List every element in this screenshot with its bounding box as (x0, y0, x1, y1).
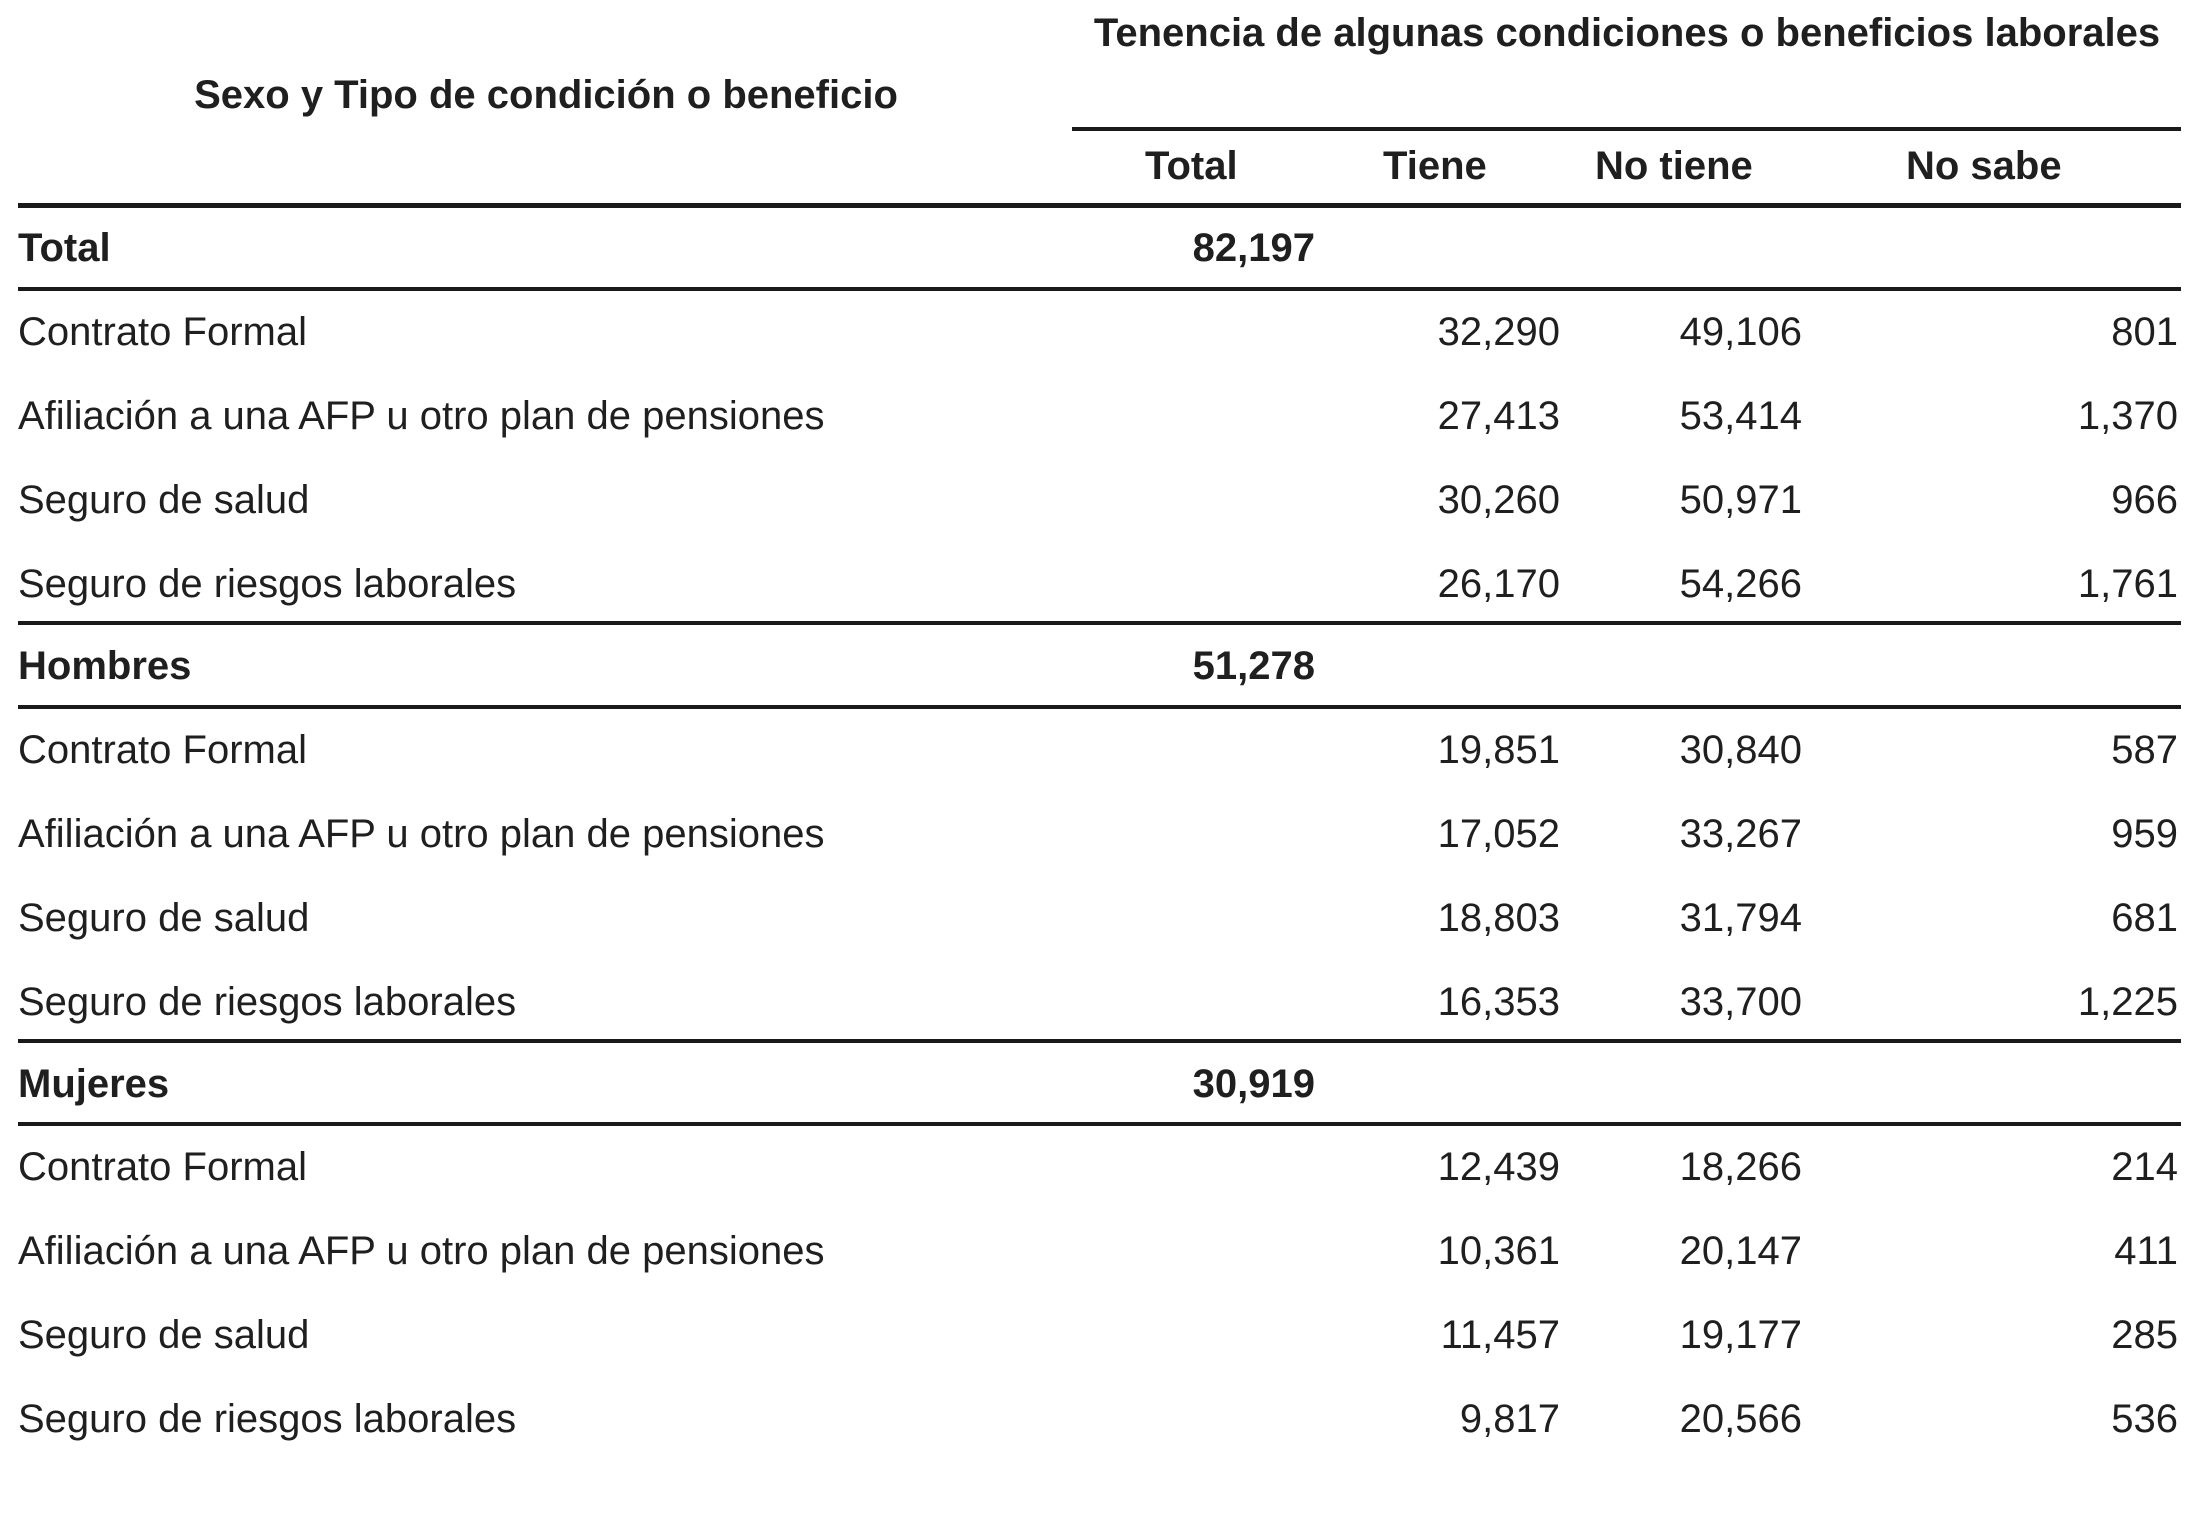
table-row (0, 792, 2188, 876)
no-tiene-value: 53,414 (1679, 394, 1802, 438)
column-header-no-tiene: No tiene (1595, 144, 1753, 188)
condition-label: Seguro de riesgos laborales (18, 1397, 517, 1441)
no-sabe-value: 959 (2111, 812, 2178, 856)
no-tiene-value: 30,840 (1679, 728, 1802, 772)
no-tiene-value: 49,106 (1679, 310, 1802, 354)
no-sabe-value: 801 (2111, 310, 2178, 354)
no-tiene-value: 18,266 (1679, 1145, 1802, 1189)
tiene-value: 18,803 (1437, 896, 1560, 940)
tiene-value: 30,260 (1437, 478, 1560, 522)
group-total-value: 30,919 (1192, 1062, 1315, 1106)
table-row (0, 876, 2188, 960)
no-tiene-value: 33,267 (1679, 812, 1802, 856)
condition-label: Afiliación a una AFP u otro plan de pensiones (18, 812, 825, 856)
group-row-hombres (0, 624, 2188, 708)
tiene-value: 11,457 (1440, 1313, 1560, 1357)
tiene-value: 17,052 (1437, 812, 1560, 856)
no-sabe-value: 966 (2111, 478, 2178, 522)
table-row (0, 1209, 2188, 1293)
group-row-total (0, 206, 2188, 290)
tiene-value: 19,851 (1437, 728, 1560, 772)
condition-label: Afiliación a una AFP u otro plan de pensiones (18, 1229, 825, 1273)
group-label: Mujeres (18, 1062, 170, 1106)
tiene-value: 9,817 (1459, 1397, 1560, 1441)
no-sabe-value: 681 (2111, 896, 2178, 940)
no-sabe-value: 411 (2114, 1229, 2178, 1273)
no-sabe-value: 536 (2111, 1397, 2178, 1441)
condition-label: Seguro de riesgos laborales (18, 562, 517, 606)
table-row (0, 542, 2188, 626)
no-tiene-value: 50,971 (1679, 478, 1802, 522)
tiene-value: 26,170 (1437, 562, 1560, 606)
column-header-tiene: Tiene (1383, 144, 1487, 188)
no-tiene-value: 54,266 (1679, 562, 1802, 606)
group-label: Total (18, 226, 111, 270)
group-label: Hombres (18, 644, 192, 688)
tiene-value: 10,361 (1437, 1229, 1560, 1273)
column-header-total: Total (1145, 144, 1238, 188)
table-row (0, 960, 2188, 1044)
no-tiene-value: 33,700 (1679, 980, 1802, 1024)
group-total-value: 51,278 (1192, 644, 1315, 688)
tiene-value: 27,413 (1437, 394, 1560, 438)
table-row (0, 458, 2188, 542)
tiene-value: 16,353 (1437, 980, 1560, 1024)
table-row (0, 290, 2188, 374)
no-tiene-value: 20,147 (1679, 1229, 1802, 1273)
no-tiene-value: 31,794 (1679, 896, 1802, 940)
condition-label: Seguro de riesgos laborales (18, 980, 517, 1024)
no-sabe-value: 587 (2111, 728, 2178, 772)
no-sabe-value: 1,225 (2077, 980, 2178, 1024)
tiene-value: 32,290 (1437, 310, 1560, 354)
no-sabe-value: 285 (2111, 1313, 2178, 1357)
condition-label: Contrato Formal (18, 1145, 307, 1189)
no-sabe-value: 214 (2111, 1145, 2178, 1189)
row-label-header: Sexo y Tipo de condición o beneficio (194, 73, 898, 117)
table-row (0, 1377, 2188, 1461)
column-header-no-sabe: No sabe (1906, 144, 2062, 188)
condition-label: Seguro de salud (18, 1313, 310, 1357)
condition-label: Afiliación a una AFP u otro plan de pensiones (18, 394, 825, 438)
tiene-value: 12,439 (1437, 1145, 1560, 1189)
condition-label: Seguro de salud (18, 478, 310, 522)
no-sabe-value: 1,761 (2077, 562, 2178, 606)
table-row (0, 1125, 2188, 1209)
table-row (0, 1293, 2188, 1377)
no-tiene-value: 20,566 (1679, 1397, 1802, 1441)
group-total-value: 82,197 (1192, 226, 1315, 270)
condition-label: Seguro de salud (18, 896, 310, 940)
table-row (0, 708, 2188, 792)
group-header-rule (1072, 127, 2181, 131)
condition-label: Contrato Formal (18, 728, 307, 772)
no-sabe-value: 1,370 (2077, 394, 2178, 438)
group-row-mujeres (0, 1042, 2188, 1126)
table-row (0, 374, 2188, 458)
no-tiene-value: 19,177 (1679, 1313, 1802, 1357)
condition-label: Contrato Formal (18, 310, 307, 354)
group-header: Tenencia de algunas condiciones o beneficios laborales (1093, 11, 2161, 55)
